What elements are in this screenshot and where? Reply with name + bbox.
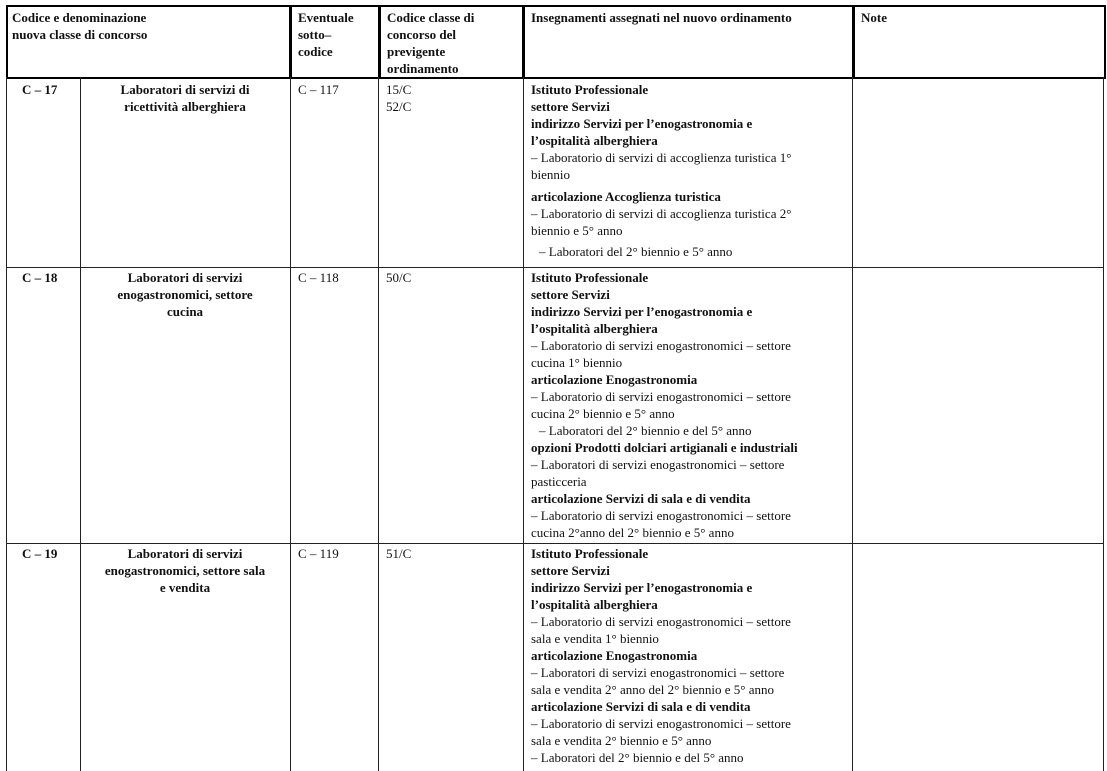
teaching-line: – Laboratorio di servizi enogastronomici – settore [531, 508, 791, 523]
header-divider [852, 5, 855, 77]
teaching-line: biennio [531, 167, 570, 182]
teaching-line: settore Servizi [531, 287, 610, 302]
row-name: Laboratori di servizi enogastronomici, settore sala e vendita [104, 546, 266, 595]
teaching-line: articolazione Accoglienza turistica [531, 189, 721, 204]
row-subcode: C – 117 [298, 82, 339, 97]
teaching-line: opzioni Prodotti dolciari artigianali e industriali [531, 440, 798, 455]
teaching-line: – Laboratorio di servizi enogastronomici – settore [531, 716, 791, 731]
row-divider [6, 267, 1104, 268]
teaching-line: indirizzo Servizi per l’enogastronomia e [531, 304, 753, 319]
row-name: Laboratori di servizi enogastronomici, settore cucina [117, 270, 253, 319]
teaching-line: cucina 1° biennio [531, 355, 623, 370]
row-teachings [531, 545, 791, 766]
header-col-notes: Note [861, 10, 887, 25]
teaching-line: – Laboratorio di servizi enogastronomici – settore [531, 338, 791, 353]
header-col-old-code: Codice classe di concorso del previgente ordinamento [387, 10, 475, 76]
row-teachings [531, 269, 798, 541]
row-subcode: C – 118 [298, 270, 339, 285]
body-divider [1103, 77, 1104, 771]
body-divider [852, 77, 853, 771]
teaching-line: – Laboratorio di servizi di accoglienza turistica 2° [531, 206, 792, 221]
header-divider [522, 5, 525, 77]
header-divider [378, 5, 381, 77]
row-name: Laboratori di servizi di ricettività alberghiera [120, 82, 250, 114]
teaching-line: settore Servizi [531, 99, 610, 114]
teaching-line: l’ospitalità alberghiera [531, 597, 658, 612]
teaching-line: l’ospitalità alberghiera [531, 133, 658, 148]
teaching-line: – Laboratori del 2° biennio e del 5° anno [531, 750, 744, 765]
row-code: C – 18 [22, 270, 58, 285]
teaching-line: – Laboratori di servizi enogastronomici – settore [531, 665, 785, 680]
row-teachings [531, 81, 791, 260]
teaching-line: l’ospitalità alberghiera [531, 321, 658, 336]
teaching-line: sala e vendita 2° anno del 2° biennio e 5° anno [531, 682, 775, 697]
teaching-line: – Laboratori del 2° biennio e 5° anno [539, 244, 733, 259]
row-subcode: C – 119 [298, 546, 339, 561]
row-old-codes: 15/C 52/C [386, 82, 412, 114]
row-old-codes: 51/C [386, 546, 412, 561]
body-divider [523, 77, 524, 771]
header-col-subcode: Eventuale sotto– codice [298, 10, 354, 59]
teaching-line: Istituto Professionale [531, 546, 649, 561]
row-code: C – 19 [22, 546, 58, 561]
teaching-line: biennio e 5° anno [531, 223, 623, 238]
teaching-line: cucina 2° biennio e 5° anno [531, 406, 675, 421]
teaching-line: settore Servizi [531, 563, 610, 578]
row-code: C – 17 [22, 82, 58, 97]
teaching-line: pasticceria [531, 474, 587, 489]
teaching-line: – Laboratorio di servizi enogastronomici – settore [531, 614, 791, 629]
body-divider [378, 77, 379, 771]
teaching-line: Istituto Professionale [531, 270, 649, 285]
teaching-line: – Laboratori del 2° biennio e del 5° anno [539, 423, 752, 438]
teaching-line: sala e vendita 2° biennio e 5° anno [531, 733, 712, 748]
teaching-line: – Laboratori di servizi enogastronomici – settore [531, 457, 785, 472]
teaching-line: articolazione Enogastronomia [531, 372, 698, 387]
header-divider [289, 5, 292, 77]
row-divider [6, 543, 1104, 544]
body-divider [6, 77, 7, 771]
teaching-line: articolazione Servizi di sala e di vendita [531, 491, 751, 506]
row-old-codes: 50/C [386, 270, 412, 285]
teaching-line: articolazione Enogastronomia [531, 648, 698, 663]
teaching-line: Istituto Professionale [531, 82, 649, 97]
header-col-teachings: Insegnamenti assegnati nel nuovo ordinamento [531, 10, 792, 25]
body-divider [80, 77, 81, 771]
body-divider [290, 77, 291, 771]
header-col-code-name: Codice e denominazione nuova classe di concorso [12, 10, 148, 42]
teaching-line: sala e vendita 1° biennio [531, 631, 659, 646]
teaching-line: – Laboratorio di servizi di accoglienza turistica 1° [531, 150, 792, 165]
teaching-line: cucina 2°anno del 2° biennio e 5° anno [531, 525, 734, 540]
teaching-line: indirizzo Servizi per l’enogastronomia e [531, 580, 753, 595]
teaching-line: indirizzo Servizi per l’enogastronomia e [531, 116, 753, 131]
teaching-line: – Laboratorio di servizi enogastronomici – settore [531, 389, 791, 404]
teaching-line: articolazione Servizi di sala e di vendita [531, 699, 751, 714]
classi-concorso-table [6, 5, 1104, 771]
